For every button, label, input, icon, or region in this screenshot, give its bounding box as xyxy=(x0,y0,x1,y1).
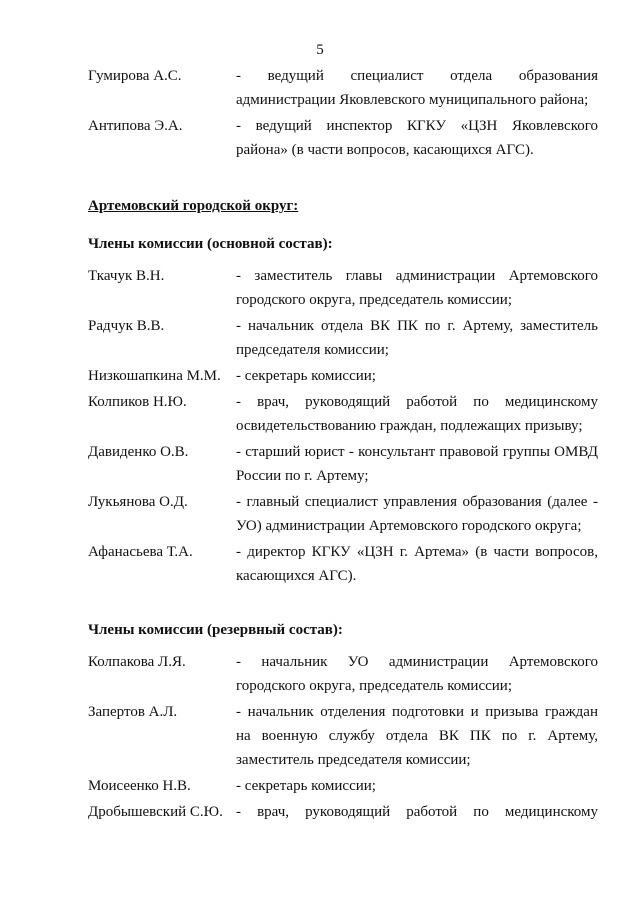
member-name: Антипова Э.А. xyxy=(88,118,183,134)
member-row xyxy=(88,800,598,824)
member-name: Запертов А.Л. xyxy=(88,704,178,720)
member-role: - врач, руководящий работой по медицинскому xyxy=(236,804,598,820)
member-role: - старший юрист - консультант правовой группы ОМВД России по г. Артему; xyxy=(236,444,598,484)
member-name: Гумирова А.С. xyxy=(88,68,182,84)
member-role: - начальник отделения подготовки и призыва граждан на военную службу отдела ВК ПК по г. Артему, заместитель председателя комиссии; xyxy=(236,704,598,768)
member-row xyxy=(88,314,598,362)
member-row xyxy=(88,440,598,488)
member-role: - главный специалист управления образования (далее - УО) администрации Артемовского городского округа; xyxy=(236,494,598,534)
member-name: Афанасьева Т.А. xyxy=(88,544,193,560)
member-row xyxy=(88,774,598,798)
member-row xyxy=(88,64,598,112)
member-role: - врач, руководящий работой по медицинскому освидетельствованию граждан, подлежащих призыву; xyxy=(236,394,598,434)
member-name: Дробышевский С.Ю. xyxy=(88,804,223,820)
member-role: - ведущий инспектор КГКУ «ЦЗН Яковлевского района» (в части вопросов, касающихся АГС). xyxy=(236,118,598,158)
member-row xyxy=(88,540,598,588)
member-name: Лукьянова О.Д. xyxy=(88,494,188,510)
reserve-composition-heading: Члены комиссии (резервный состав): xyxy=(88,622,343,638)
member-name: Радчук В.В. xyxy=(88,318,165,334)
page-number: 5 xyxy=(316,42,324,58)
district-title: Артемовский городской округ: xyxy=(88,198,299,214)
member-name: Колпиков Н.Ю. xyxy=(88,394,187,410)
member-role: - начальник отдела ВК ПК по г. Артему, заместитель председателя комиссии; xyxy=(236,318,598,358)
member-role: - заместитель главы администрации Артемовского городского округа, председатель комиссии; xyxy=(236,268,598,308)
member-row xyxy=(88,264,598,312)
member-row xyxy=(88,650,598,698)
member-name: Ткачук В.Н. xyxy=(88,268,165,284)
member-row xyxy=(88,364,598,388)
member-name: Колпакова Л.Я. xyxy=(88,654,186,670)
member-role: - секретарь комиссии; xyxy=(236,368,376,384)
member-name: Низкошапкина М.М. xyxy=(88,368,221,384)
member-role: - директор КГКУ «ЦЗН г. Артема» (в части вопросов, касающихся АГС). xyxy=(236,544,598,584)
document-body xyxy=(88,64,598,826)
member-role: - секретарь комиссии; xyxy=(236,778,376,794)
main-composition-heading: Члены комиссии (основной состав): xyxy=(88,236,333,252)
member-role: - начальник УО администрации Артемовского городского округа, председатель комиссии; xyxy=(236,654,598,694)
member-row xyxy=(88,390,598,438)
member-name: Моисеенко Н.В. xyxy=(88,778,191,794)
section-gap xyxy=(88,590,598,618)
member-row xyxy=(88,490,598,538)
member-name: Давиденко О.В. xyxy=(88,444,189,460)
member-role: - ведущий специалист отдела образования администрации Яковлевского муниципального района; xyxy=(236,68,598,108)
member-row xyxy=(88,114,598,162)
member-row xyxy=(88,700,598,772)
